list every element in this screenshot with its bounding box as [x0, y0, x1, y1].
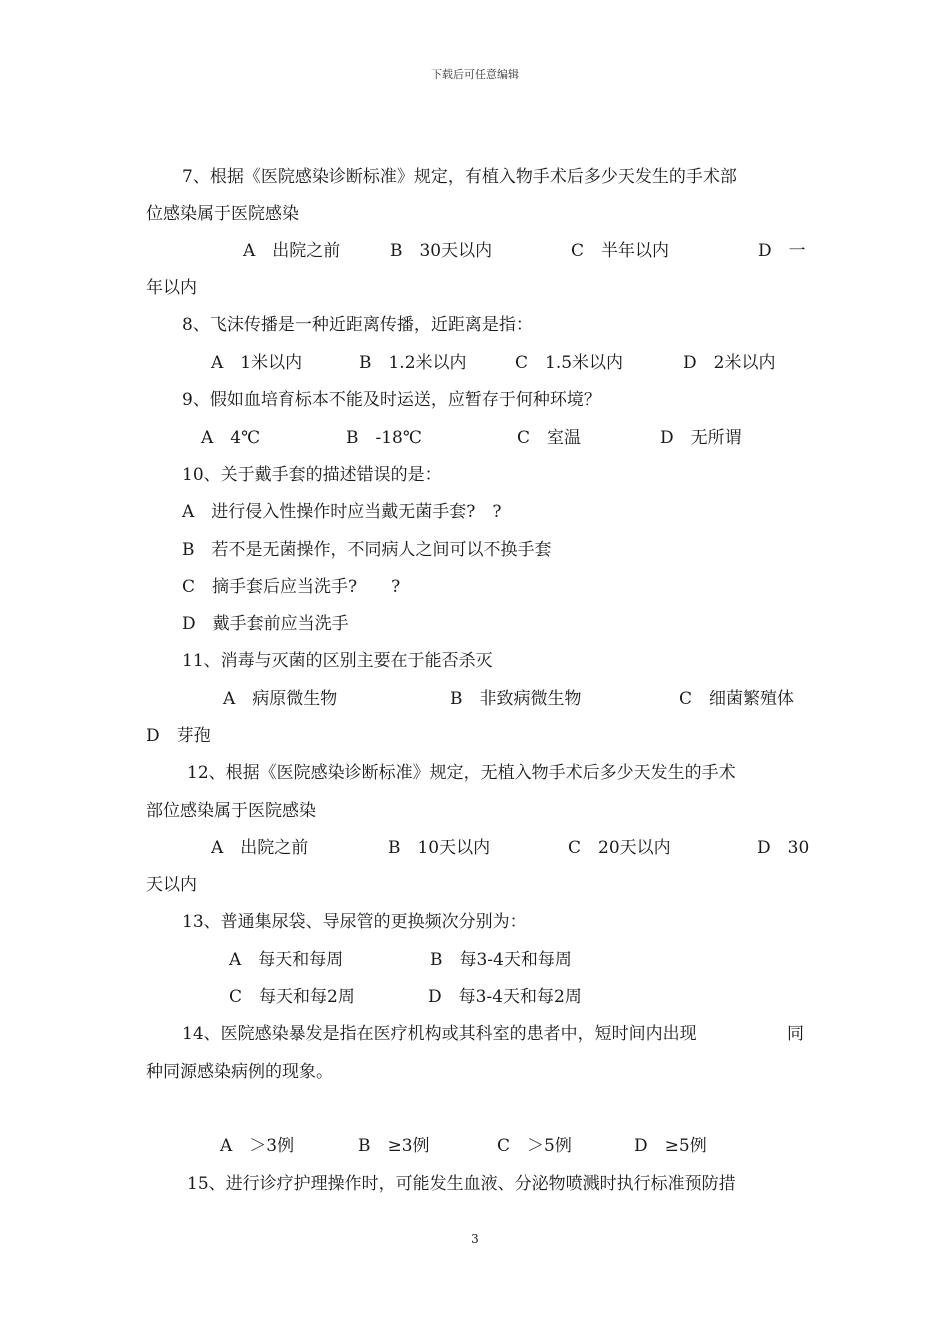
q14-stem-line1-end: 同: [787, 1024, 804, 1044]
q12-option-c: C 20天以内: [568, 838, 671, 858]
q8-option-a: A 1米以内: [211, 353, 303, 373]
q13-option-d: D 每3-4天和每2周: [428, 987, 582, 1007]
q10-option-c: C 摘手套后应当洗手? ?: [182, 577, 401, 597]
q14-stem-line1: 14、医院感染暴发是指在医疗机构或其科室的患者中，短时间内出现: [182, 1024, 697, 1044]
q12-option-d: D 30: [757, 838, 810, 858]
q14-stem-line2: 种同源感染病例的现象。: [146, 1062, 333, 1082]
q7-option-b: B 30天以内: [390, 241, 493, 261]
q13-option-c: C 每天和每2周: [229, 987, 355, 1007]
q15-stem-line1: 15、进行诊疗护理操作时，可能发生血液、分泌物喷溅时执行标准预防措: [187, 1174, 736, 1194]
q11-option-c: C 细菌繁殖体: [679, 689, 795, 709]
q7-option-d-continued: 年以内: [146, 278, 197, 298]
q11-option-a: A 病原微生物: [223, 689, 338, 709]
q9-option-a: A 4℃: [201, 428, 261, 448]
q12-option-b: B 10天以内: [388, 838, 491, 858]
q12-option-d-continued: 天以内: [146, 875, 197, 895]
q11-option-d: D 芽孢: [146, 726, 211, 746]
q14-option-d: D ≥5例: [634, 1136, 707, 1156]
q7-option-a: A 出院之前: [243, 241, 341, 261]
page-number: 3: [471, 1232, 479, 1246]
q9-option-d: D 无所谓: [660, 428, 742, 448]
q11-option-b: B 非致病微生物: [450, 689, 582, 709]
q12-option-a: A 出院之前: [211, 838, 309, 858]
q13-option-a: A 每天和每周: [229, 950, 344, 970]
q12-stem-line1: 12、根据《医院感染诊断标准》规定，无植入物手术后多少天发生的手术: [187, 763, 736, 783]
q8-option-d: D 2米以内: [683, 353, 776, 373]
q7-option-d: D 一: [758, 241, 806, 261]
q8-option-b: B 1.2米以内: [359, 353, 467, 373]
q13-option-b: B 每3-4天和每周: [430, 950, 572, 970]
q13-stem: 13、普通集尿袋、导尿管的更换频次分别为：: [182, 912, 527, 932]
q12-stem-line2: 部位感染属于医院感染: [146, 801, 316, 821]
q14-option-a: A ＞3例: [220, 1136, 295, 1156]
q9-stem: 9、假如血培育标本不能及时运送，应暂存于何种环境？: [182, 390, 601, 410]
q10-option-a: A 进行侵入性操作时应当戴无菌手套? ?: [182, 502, 502, 522]
q10-option-b: B 若不是无菌操作，不同病人之间可以不换手套: [182, 540, 552, 560]
q8-option-c: C 1.5米以内: [515, 353, 624, 373]
page-header: 下载后可任意编辑: [431, 68, 519, 81]
q14-option-c: C ＞5例: [497, 1136, 572, 1156]
q10-option-d: D 戴手套前应当洗手: [182, 614, 349, 634]
q11-stem: 11、消毒与灭菌的区别主要在于能否杀灭: [182, 651, 493, 671]
q14-option-b: B ≥3例: [358, 1136, 430, 1156]
q9-option-b: B -18℃: [346, 428, 422, 448]
q7-option-c: C 半年以内: [571, 241, 670, 261]
q9-option-c: C 室温: [517, 428, 582, 448]
q10-stem: 10、关于戴手套的描述错误的是：: [182, 465, 442, 485]
q7-stem-line2: 位感染属于医院感染: [146, 204, 299, 224]
q7-stem-line1: 7、根据《医院感染诊断标准》规定，有植入物手术后多少天发生的手术部: [182, 167, 737, 187]
q8-stem: 8、飞沫传播是一种近距离传播，近距离是指：: [182, 315, 533, 335]
